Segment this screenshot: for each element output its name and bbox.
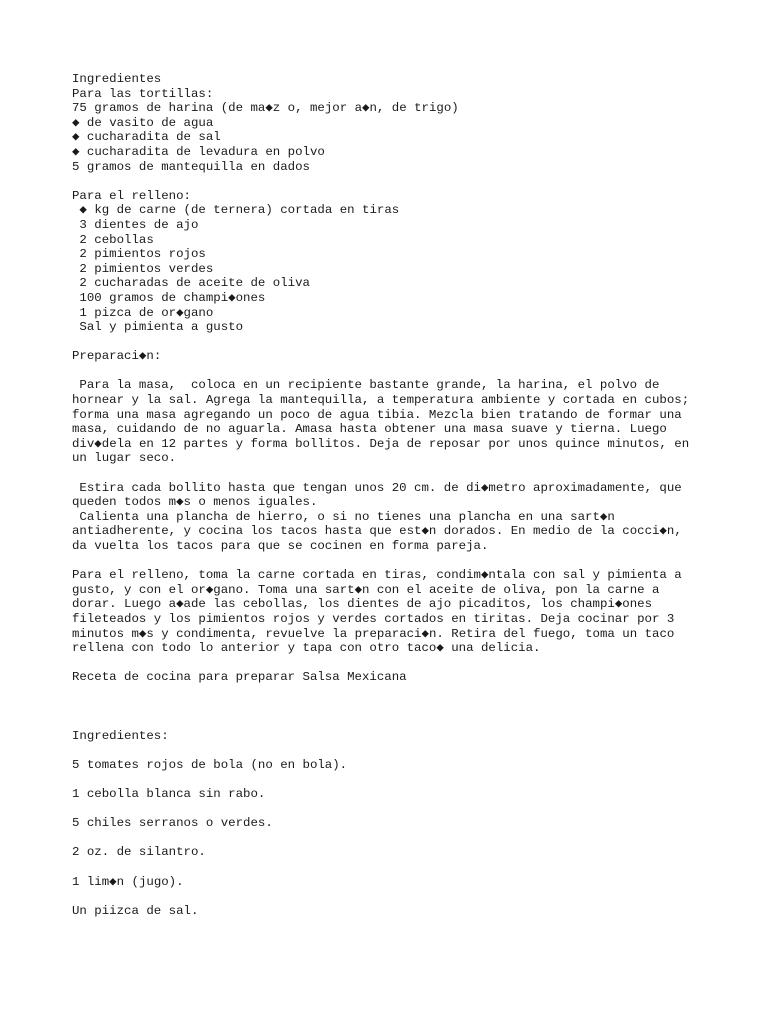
spacer bbox=[72, 656, 712, 671]
paragraph-line: Estira cada bollito hasta que tengan unos 20 cm. de di◆metro aproximadamente, que bbox=[72, 480, 682, 495]
relleno-item: ◆ kg de carne (de ternera) cortada en tiras bbox=[72, 203, 400, 218]
paragraph-line: antiadherente, y cocina los tacos hasta que est◆n dorados. En medio de la cocci◆n, bbox=[72, 524, 682, 539]
spacer bbox=[72, 889, 712, 904]
paragraph-line: dorar. Luego a◆ade las cebollas, los dientes de ajo picaditos, los champi◆ones bbox=[72, 597, 653, 612]
spacer bbox=[72, 831, 712, 846]
tortillas-item: ◆ de vasito de agua bbox=[72, 115, 214, 130]
salsa-item: 1 cebolla blanca sin rabo. bbox=[72, 787, 266, 802]
salsa-title: Receta de cocina para preparar Salsa Mexicana bbox=[72, 670, 407, 685]
spacer bbox=[72, 685, 712, 729]
relleno-item: 2 pimientos verdes bbox=[72, 261, 214, 276]
tortillas-subheading: Para las tortillas: bbox=[72, 86, 214, 101]
relleno-heading: Para el relleno: bbox=[72, 188, 191, 203]
relleno-item: 2 cucharadas de aceite de oliva bbox=[72, 276, 310, 291]
relleno-item: 3 dientes de ajo bbox=[72, 217, 199, 232]
tortillas-item: ◆ cucharadita de levadura en polvo bbox=[72, 144, 325, 159]
spacer bbox=[72, 335, 712, 350]
preparacion-paragraph-1 bbox=[72, 378, 712, 466]
relleno-item: 100 gramos de champi◆ones bbox=[72, 290, 266, 305]
tortillas-item: 75 gramos de harina (de ma◆z o, mejor a◆n, de trigo) bbox=[72, 101, 459, 116]
paragraph-line: da vuelta los tacos para que se cocinen en forma pareja. bbox=[72, 539, 489, 553]
paragraph-line: queden todos m◆s o menos iguales. bbox=[72, 495, 318, 510]
spacer bbox=[72, 773, 712, 788]
relleno-item: 2 cebollas bbox=[72, 232, 154, 247]
relleno-item: 1 pizca de or◆gano bbox=[72, 305, 214, 320]
salsa-ingredients-heading: Ingredientes: bbox=[72, 728, 169, 743]
salsa-item: 5 tomates rojos de bola (no en bola). bbox=[72, 757, 348, 772]
preparacion-paragraph-3 bbox=[72, 568, 712, 656]
document-page bbox=[72, 72, 712, 918]
salsa-item: 5 chiles serranos o verdes. bbox=[72, 816, 273, 831]
tortillas-item: 5 gramos de mantequilla en dados bbox=[72, 159, 310, 174]
paragraph-line: Para el relleno, toma la carne cortada en tiras, condim◆ntala con sal y pimienta a bbox=[72, 568, 682, 583]
paragraph-line: Calienta una plancha de hierro, o si no tienes una plancha en una sart◆n bbox=[72, 509, 615, 524]
spacer bbox=[72, 174, 712, 189]
tortillas-item: ◆ cucharadita de sal bbox=[72, 130, 221, 145]
preparacion-heading: Preparaci◆n: bbox=[72, 349, 162, 364]
relleno-item: Sal y pimienta a gusto bbox=[72, 320, 244, 335]
paragraph-line: un lugar seco. bbox=[72, 451, 177, 466]
spacer bbox=[72, 860, 712, 875]
spacer bbox=[72, 364, 712, 379]
paragraph-line: minutos m◆s y condimenta, revuelve la preparaci◆n. Retira del fuego, toma un taco bbox=[72, 626, 675, 641]
paragraph-line: Para la masa, coloca en un recipiente bastante grande, la harina, el polvo de bbox=[72, 378, 660, 393]
paragraph-line: fileteados y los pimientos rojos y verdes cortados en tiritas. Deja cocinar por 3 bbox=[72, 611, 675, 626]
paragraph-line: hornear y la sal. Agrega la mantequilla, a temperatura ambiente y cortada en cubos; bbox=[72, 393, 690, 408]
preparacion-paragraph-2 bbox=[72, 481, 712, 554]
ingredients-heading: Ingredientes bbox=[72, 72, 162, 86]
salsa-item: Un piizca de sal. bbox=[72, 903, 199, 918]
relleno-item: 2 pimientos rojos bbox=[72, 247, 206, 262]
paragraph-line: div◆dela en 12 partes y forma bollitos. Deja de reposar por unos quince minutos, en bbox=[72, 436, 690, 451]
paragraph-line: gusto, y con el or◆gano. Toma una sart◆n con el aceite de oliva, pon la carne a bbox=[72, 582, 660, 597]
spacer bbox=[72, 802, 712, 817]
paragraph-line: forma una masa agregando un poco de agua tibia. Mezcla bien tratando de formar una bbox=[72, 407, 682, 422]
spacer bbox=[72, 554, 712, 569]
spacer bbox=[72, 466, 712, 481]
salsa-item: 1 lim◆n (jugo). bbox=[72, 874, 184, 889]
paragraph-line: rellena con todo lo anterior y tapa con otro taco◆ una delicia. bbox=[72, 641, 541, 656]
paragraph-line: masa, cuidando de no aguarla. Amasa hasta obtener una masa suave y tierna. Luego bbox=[72, 422, 667, 437]
spacer bbox=[72, 743, 712, 758]
salsa-item: 2 oz. de silantro. bbox=[72, 845, 206, 860]
